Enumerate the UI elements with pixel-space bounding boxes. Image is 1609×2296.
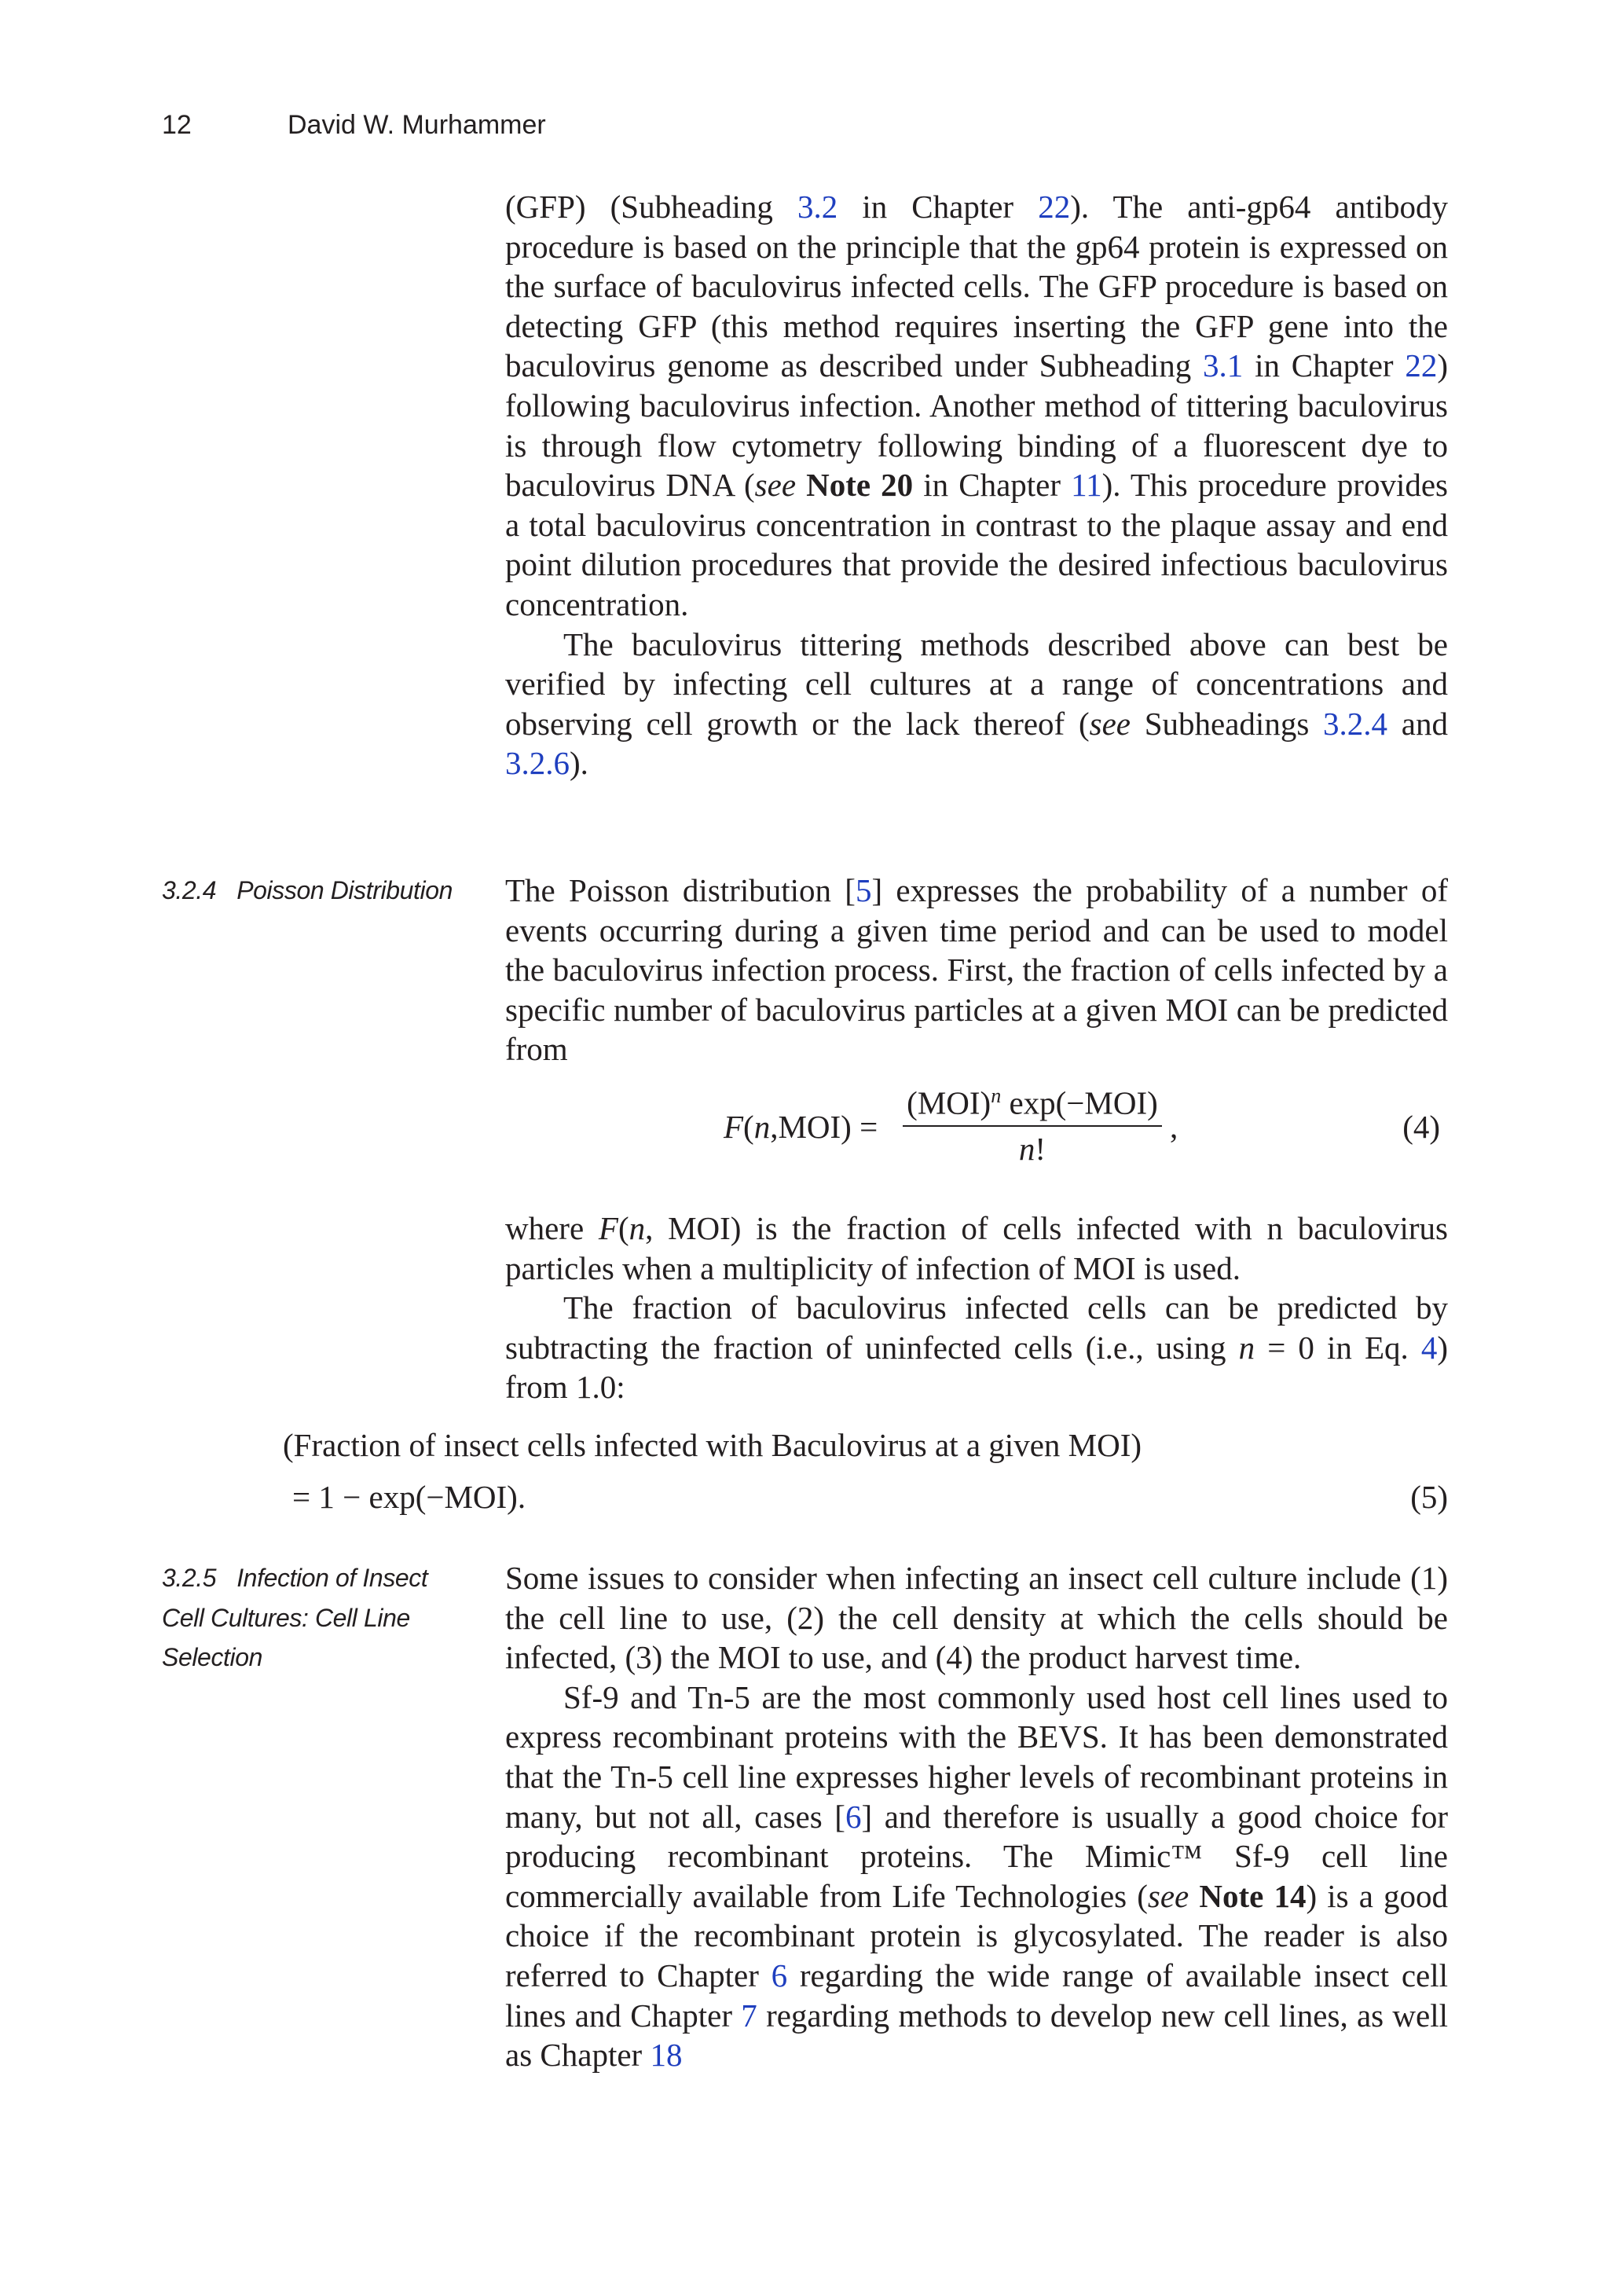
citation-link[interactable]: 6 <box>845 1798 862 1835</box>
equation-lhs: F(n,MOI) = <box>724 1109 878 1145</box>
equation-number: (4) <box>1402 1109 1440 1145</box>
section-title: Poisson Distribution <box>236 876 453 904</box>
side-heading-3-2-5 <box>162 1558 476 1678</box>
equation-link[interactable]: 4 <box>1420 1329 1438 1366</box>
chapter-link[interactable]: 22 <box>1038 189 1071 225</box>
paragraph-cell-lines: Sf-9 and Tn-5 are the most commonly used host cell lines used to express recombinant proteins with the BEVS. It has been demonstrated that the Tn-5 cell line expresses higher levels of recombinant proteins in many, but not all, cases [6] and therefore is usually a good choice for producing recombinant proteins. The Mimic™ Sf-9 cell line commercially available from Life Technologies (see Note 14) is a good choice if the recombinant protein is glycosylated. The reader is also referred to Chapter 6 regarding the wide range of available insect cell lines and Chapter 7 regarding methods to develop new cell lines, as well as Chapter 18 <box>505 1678 1449 2074</box>
equation-4: F(n,MOI) = (MOI)$^n$ exp(−MOI) n! , (4) <box>505 1076 1448 1179</box>
note-reference: Note 14 <box>1199 1877 1307 1914</box>
paragraph-gfp-titer: (GFP) (Subheading 3.2 in Chapter 22). The anti-gp64 antibody procedure is based on the principle that the gp64 protein is expressed on the surface of baculovirus infected cells. The GFP procedure is based on detecting GFP (this method requires inserting the GFP gene into the baculovirus genome as described under Subheading 3.1 in Chapter 22) following baculovirus infection. Another method of tittering baculovirus is through flow cytometry following binding of a fluorescent dye to baculovirus DNA (see Note 20 in Chapter 11). This procedure provides a total baculovirus concentration in contrast to the plaque assay and end point dilution procedures that provide the desired infectious baculovirus concentration. The baculovirus tittering methods described above can best be verified by infecting cell cultures at a range of concentrations and observing cell growth or the lack thereof (see Subheadings 3.2.4 and 3.2.6). <box>505 187 1448 783</box>
section-title: Infection of Insect Cell Cultures: Cell Line Selection <box>162 1564 428 1672</box>
fraction-bar <box>903 1125 1162 1127</box>
page-number: 12 <box>162 110 192 140</box>
fraction-denominator: n! <box>1018 1130 1046 1167</box>
chapter-link[interactable]: 22 <box>1405 347 1438 384</box>
paragraph-infection-issues: Some issues to consider when infecting an insect cell culture include (1) the cell line to use, (2) the cell density at which the cells should be infected, (3) the MOI to use, and (4) the product harvest time. Sf-9 and Tn-5 are the most commonly used host cell lines used to express recombinant proteins with the BEVS. It has been demonstrated that the Tn-5 cell line expresses higher levels of recombinant proteins in many, but not all, cases [6] and therefore is usually a good choice for producing recombinant proteins. The Mimic™ Sf-9 cell line commercially available from Life Technologies (see Note 14) is a good choice if the recombinant protein is glycosylated. The reader is also referred to Chapter 6 regarding the wide range of available insect cell lines and Chapter 7 regarding methods to develop new cell lines, as well as Chapter 18 <box>505 1558 1448 2075</box>
running-head <box>162 110 546 141</box>
paragraph-verification: The baculovirus tittering methods described above can best be verified by infecting cell cultures at a range of concentrations and observing cell growth or the lack thereof (see Subheadings 3.2.4 and 3.2.6). <box>505 625 1448 782</box>
subheading-link[interactable]: 3.1 <box>1203 347 1244 384</box>
side-heading-3-2-4 <box>162 871 476 911</box>
chapter-link[interactable]: 7 <box>741 1997 757 2034</box>
author-name: David W. Murhammer <box>288 110 546 140</box>
citation-link[interactable]: 5 <box>855 872 872 908</box>
chapter-link[interactable]: 6 <box>771 1957 788 1993</box>
fraction-numerator: (MOI)$^n$ exp(−MOI) <box>907 1084 1158 1121</box>
paragraph-infected-fraction: The fraction of baculovirus infected cells can be predicted by subtracting the fraction of uninfected cells (i.e., using n = 0 in Eq. 4) from 1.0: <box>505 1289 1449 1406</box>
paragraph-poisson: The Poisson distribution [5] expresses the probability of a number of events occurring during a given time period and can be used to model the baculovirus infection process. First, the fraction of cells infected by a specific number of baculovirus particles at a given MOI can be predicted from <box>505 872 1448 1068</box>
subheading-link[interactable]: 3.2.4 <box>1323 705 1388 742</box>
note-reference: Note 20 <box>806 467 914 504</box>
section-number: 3.2.4 <box>162 876 217 904</box>
equation-line-1: (Fraction of insect cells infected with Baculovirus at a given MOI) <box>283 1427 1142 1463</box>
subheading-link[interactable]: 3.2.6 <box>505 745 570 782</box>
paragraph-fraction-definition: where F(n, MOI) is the fraction of cells infected with n baculovirus particles when a multiplicity of infection of MOI is used. The fraction of baculovirus infected cells can be predicted by subtracting the fraction of uninfected cells (i.e., using n = 0 in Eq. 4) from 1.0: <box>505 1209 1448 1407</box>
chapter-link[interactable]: 18 <box>650 2037 683 2074</box>
chapter-link[interactable]: 11 <box>1071 467 1102 504</box>
subheading-link[interactable]: 3.2 <box>797 189 838 225</box>
equation-line-2: = 1 − exp(−MOI). <box>292 1479 526 1515</box>
section-number: 3.2.5 <box>162 1564 217 1592</box>
equation-fraction <box>903 1076 1162 1166</box>
equation-number: (5) <box>1410 1479 1448 1515</box>
